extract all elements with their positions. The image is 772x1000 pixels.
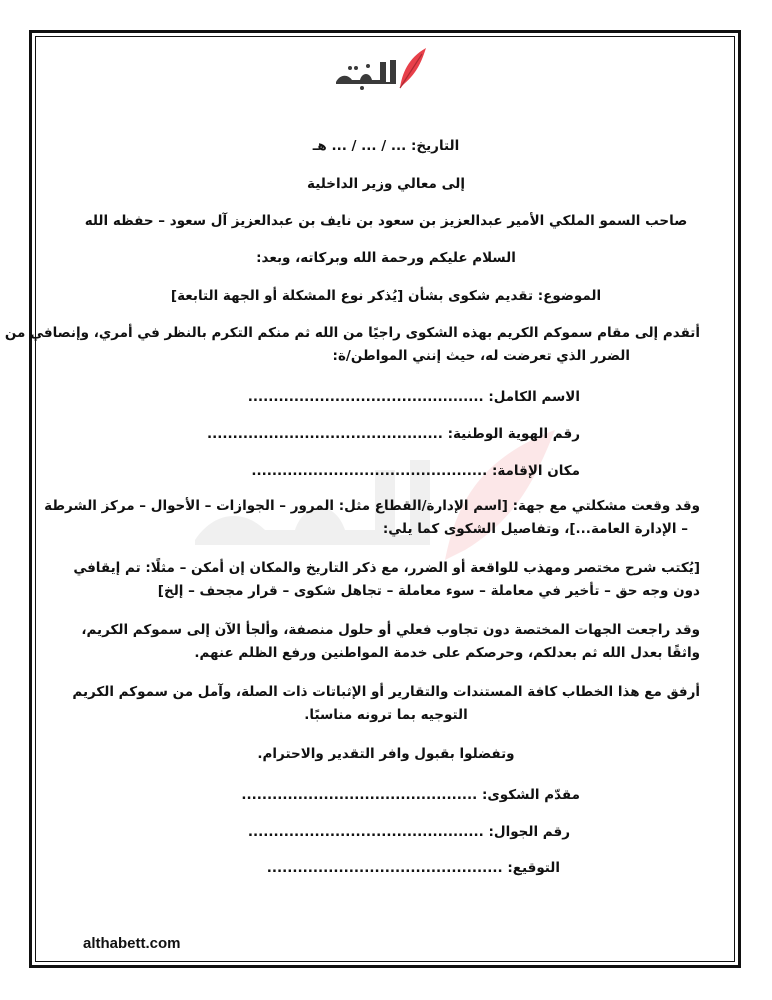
national-id-field: رقم الهوية الوطنية: .............................................. bbox=[206, 426, 580, 442]
entity-paragraph-line2: – الإدارة العامة...]، وتفاصيل الشكوى كما يلي: bbox=[382, 521, 688, 537]
entity-paragraph-line1: وقد وقعت مشكلتي مع جهة: [اسم الإدارة/القطاع مثل: المرور – الجوازات – الأحوال – مركز الشرطة bbox=[44, 498, 700, 514]
signature-field: التوقيع: .............................................. bbox=[266, 860, 560, 876]
followup-paragraph-line1: وقد راجعت الجهات المختصة دون تجاوب فعلي أو حلول منصفة، وألجأ الآن إلى سموكم الكريم، bbox=[81, 622, 700, 638]
details-paragraph-line2: دون وجه حق – تأخير في معاملة – سوء معاملة – تجاهل شكوى – قرار مجحف – إلخ] bbox=[157, 583, 700, 599]
details-paragraph-line1: [يُكتب شرح مختصر ومهذب للواقعة أو الضرر، مع ذكر التاريخ والمكان إن أمكن – مثلًا: تم إيقافي bbox=[73, 560, 700, 576]
closing-line: وتفضلوا بقبول وافر التقدير والاحترام. bbox=[257, 746, 515, 762]
complainant-field: مقدّم الشكوى: .............................................. bbox=[241, 787, 580, 803]
intro-paragraph-line1: أتقدم إلى مقام سموكم الكريم بهذه الشكوى راجيًا من الله ثم منكم التكرم بالنظر في أمري، وإنصافي من bbox=[4, 325, 700, 341]
honorific-line: صاحب السمو الملكي الأمير عبدالعزيز بن سعود بن نايف بن عبدالعزيز آل سعود – حفظه الله bbox=[84, 213, 688, 229]
subject-line: الموضوع: تقديم شكوى بشأن [يُذكر نوع المشكلة أو الجهة التابعة] bbox=[170, 288, 602, 304]
website-footer: althabett.com bbox=[83, 935, 181, 952]
date-line: التاريخ: ... / ... / ... هـ bbox=[312, 138, 460, 154]
greeting-line: السلام عليكم ورحمة الله وبركاته، وبعد: bbox=[256, 250, 516, 266]
intro-paragraph-line2: الضرر الذي تعرضت له، حيث إنني المواطن/ة: bbox=[332, 348, 630, 364]
logo bbox=[330, 44, 440, 94]
full-name-field: الاسم الكامل: .............................................. bbox=[247, 389, 580, 405]
recipient-line: إلى معالي وزير الداخلية bbox=[307, 176, 465, 192]
attach-paragraph-line2: التوجيه بما ترونه مناسبًا. bbox=[304, 707, 468, 723]
attach-paragraph-line1: أرفق مع هذا الخطاب كافة المستندات والتقارير أو الإثباتات ذات الصلة، وآمل من سموكم الكريم bbox=[72, 684, 700, 700]
residence-field: مكان الإقامة: .............................................. bbox=[251, 463, 580, 479]
followup-paragraph-line2: واثقًا بعدل الله ثم بعدلكم، وحرصكم على خدمة المواطنين ورفع الظلم عنهم. bbox=[194, 645, 700, 661]
mobile-field: رقم الجوال: .............................................. bbox=[247, 824, 570, 840]
